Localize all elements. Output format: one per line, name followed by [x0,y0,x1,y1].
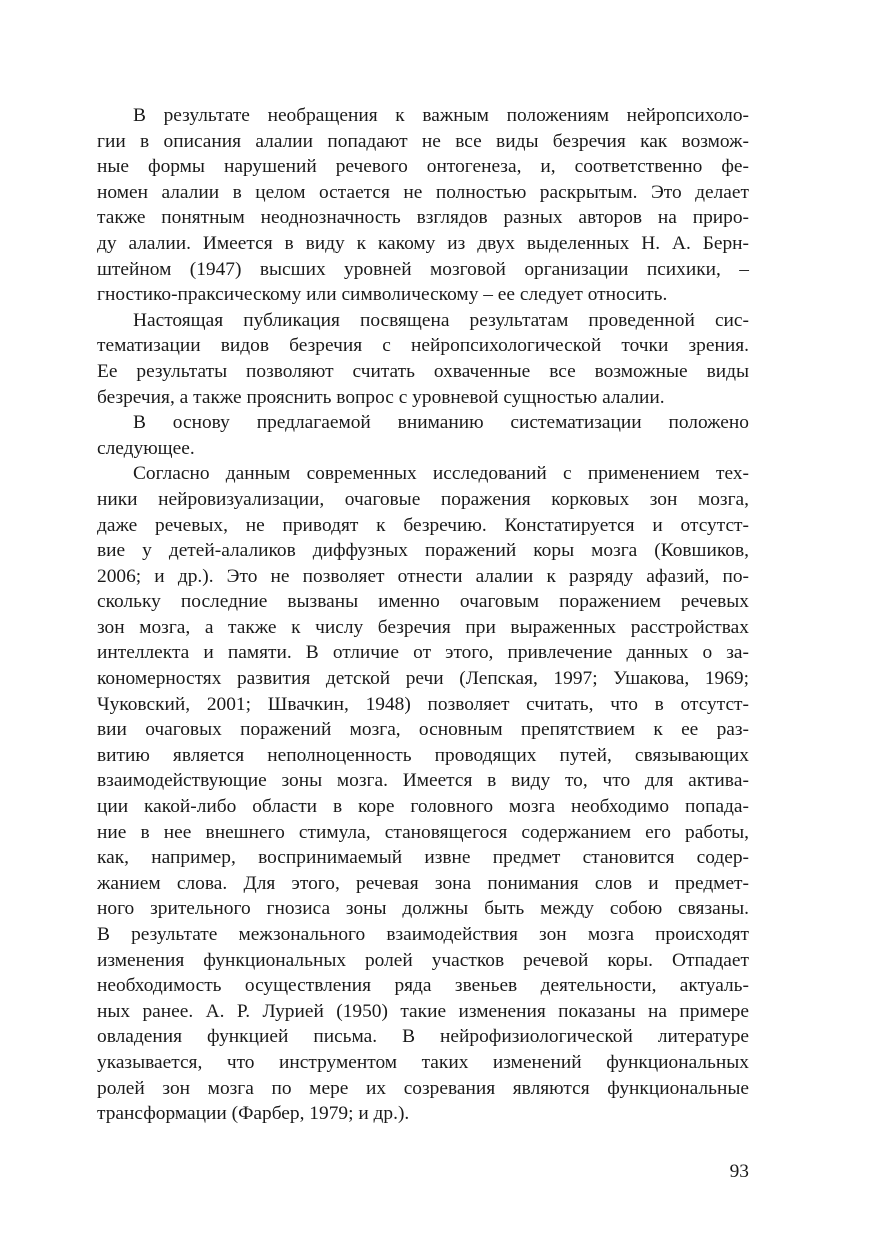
paragraph-line: ники нейровизуализации, очаговые поражения корковых зон мозга, [97,488,749,510]
paragraph-line: Ее результаты позволяют считать охваченные все возможные виды [97,360,749,382]
paragraph-line: ролей зон мозга по мере их созревания являются функциональные [97,1077,749,1099]
paragraph-line: вие у детей-алаликов диффузных поражений коры мозга (Ковшиков, [97,540,749,562]
paragraph-line: ные формы нарушений речевого онтогенеза, и, соответственно фе- [97,156,749,178]
paragraph-line: необходимость осуществления ряда звеньев деятельности, актуаль- [97,975,749,997]
paragraph-line: номен алалии в целом остается не полностью раскрытым. Это делает [97,181,749,203]
paragraph-line: овладения функцией письма. В нейрофизиологической литературе [97,1026,749,1048]
paragraph-line: взаимодействующие зоны мозга. Имеется в виду то, что для активa- [97,770,749,792]
paragraph-first-line: Согласно данным современных исследований с применением тех- [133,463,749,485]
paragraph-line: следующее. [97,437,195,459]
paragraph-line: изменения функциональных ролей участков речевой коры. Отпадает [97,949,749,971]
paragraph-line: ных ранее. А. Р. Лурией (1950) такие изменения показаны на примере [97,1000,749,1022]
paragraph-line: ции какой-либо области в коре головного мозга необходимо попада- [97,796,749,818]
paragraph-line: тематизации видов безречия с нейропсихологической точки зрения. [97,335,749,357]
paragraph-line: гностико-праксическому или символическому – ее следует относить. [97,284,668,306]
paragraph-line: ние в нее внешнего стимула, становящегося содержанием его работы, [97,821,749,843]
paragraph-line: скольку последние вызваны именно очаговым поражением речевых [97,591,749,613]
paragraph-line: кономерностях развития детской речи (Лепская, 1997; Ушакова, 1969; [97,668,749,690]
paragraph-line: 2006; и др.). Это не позволяет отнести алалии к разряду афазий, по- [97,565,749,587]
paragraph-line: В результате межзонального взаимодействия зон мозга происходят [97,924,749,945]
page-number: 93 [729,1161,749,1182]
paragraph-first-line: В основу предлагаемой вниманию систематизации положено [133,412,749,434]
paragraph-line: даже речевых, не приводят к безречию. Констатируется и отсутст- [97,514,749,536]
paragraph-line: ного зрительного гнозиса зоны должны быть между собою связаны. [97,898,749,920]
paragraph-line: трансформации (Фарбер, 1979; и др.). [97,1103,410,1125]
paragraph-line: также понятным неоднозначность взглядов разных авторов на приро- [97,207,749,229]
paragraph-line: вии очаговых поражений мозга, основным препятствием к ее раз- [97,719,749,741]
paragraph-line: гии в описания алалии попадают не все виды безречия как возмож- [97,130,749,152]
paragraph-line: безречия, а также прояснить вопрос с уровневой сущностью алалии. [97,386,665,408]
paragraph-line: штейном (1947) высших уровней мозговой организации психики, – [97,258,749,280]
paragraph-first-line: В результате необращения к важным положениям нейропсихоло- [133,105,749,126]
paragraph-line: витию является неполноценность проводящих путей, связывающих [97,744,749,766]
paragraph-line: как, например, воспринимаемый извне предмет становится содер- [97,847,749,869]
paragraph-line: жанием слова. Для этого, речевая зона понимания слов и предмет- [97,872,749,894]
paragraph-first-line: Настоящая публикация посвящена результатам проведенной сис- [133,309,749,331]
paragraph-line: Чуковский, 2001; Швачкин, 1948) позволяет считать, что в отсутст- [97,693,749,715]
body-text [97,103,749,1127]
paragraph-line: ду алалии. Имеется в виду к какому из двух выделенных Н. А. Берн- [97,232,749,254]
paragraph-line: зон мозга, а также к числу безречия при выраженных расстройствах [97,616,749,638]
paragraph-line: интеллекта и памяти. В отличие от этого, привлечение данных о за- [97,642,749,664]
paragraph-line: указывается, что инструментом таких изменений функциональных [97,1051,749,1073]
